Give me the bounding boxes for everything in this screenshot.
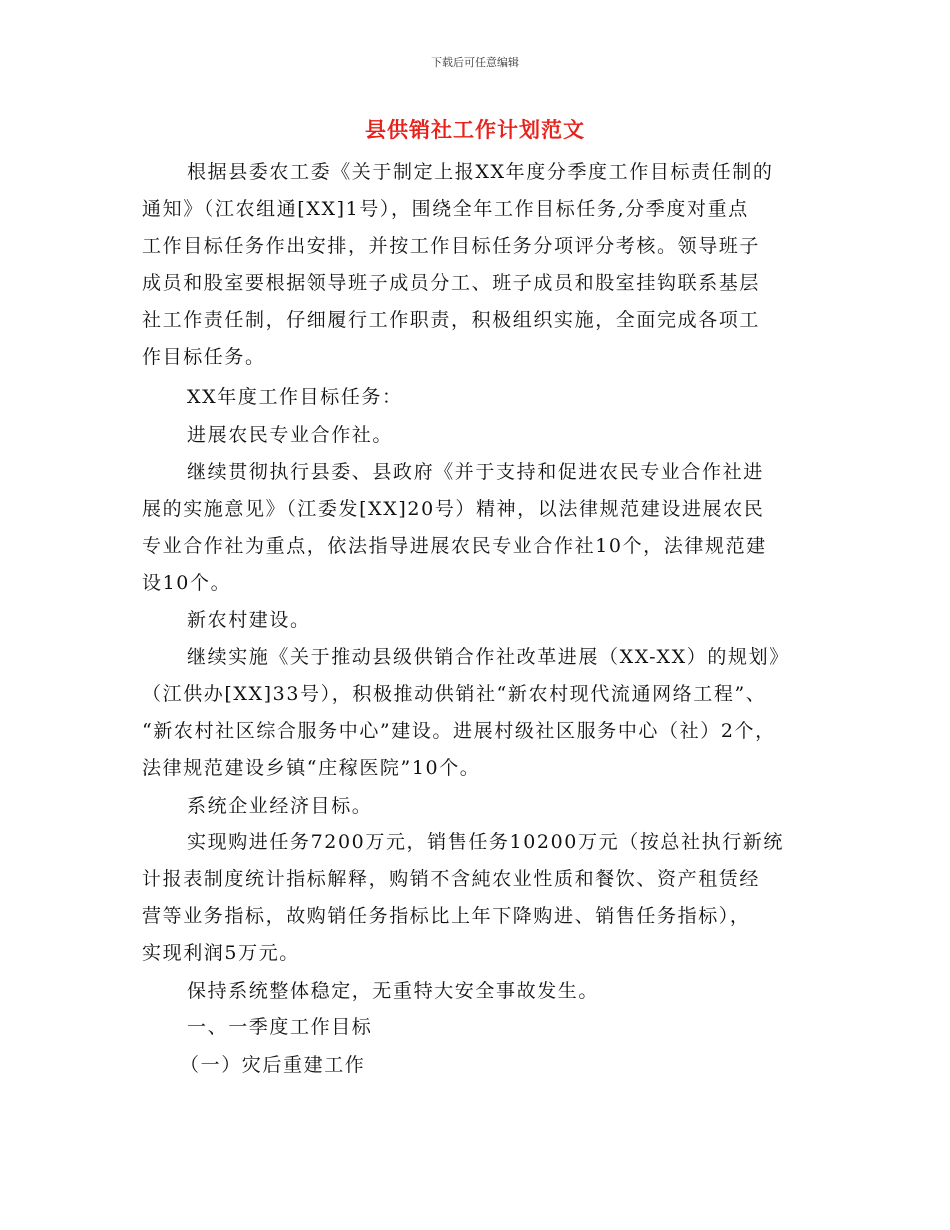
body-line: “新农村社区综合服务中心”建设。进展村级社区服务中心（社）2个， xyxy=(142,720,776,742)
body-line: 营等业务指标，故购销任务指标比上年下降购进、销售任务指标）， xyxy=(142,905,751,927)
body-line: 实现购进任务7200万元，销售任务10200万元（按总社执行新统 xyxy=(187,831,784,853)
body-line: 法律规范建设乡镇“庄稼医院”10个。 xyxy=(142,757,481,779)
body-line: 继续贯彻执行县委、县政府《并于支持和促进农民专业合作社进 xyxy=(187,461,764,483)
section-heading: 一、一季度工作目标 xyxy=(187,1016,373,1038)
body-line: 作目标任务。 xyxy=(142,346,266,368)
body-line: 新农村建设。 xyxy=(187,609,311,631)
body-line: 工作目标任务作出安排，并按工作目标任务分项评分考核。领导班子 xyxy=(142,235,761,257)
page-header-note: 下载后可任意编辑 xyxy=(431,56,519,69)
body-line: 系统企业经济目标。 xyxy=(187,795,373,817)
body-line: 实现利润5万元。 xyxy=(142,942,300,964)
body-line: 根据县委农工委《关于制定上报XX年度分季度工作目标责任制的 xyxy=(187,161,774,183)
body-line: 成员和股室要根据领导班子成员分工、班子成员和股室挂钩联系基层 xyxy=(142,272,761,294)
body-line: 继续实施《关于推动县级供销合作社改革进展（XX-XX）的规划》 xyxy=(187,646,790,668)
body-line: 社工作责任制，仔细履行工作职责，积极组织实施，全面完成各项工 xyxy=(142,309,761,331)
body-line: 进展农民专业合作社。 xyxy=(187,424,394,446)
body-line: 展的实施意见》（江委发[XX]20号）精神，以法律规范建设进展农民 xyxy=(142,498,765,520)
body-line: XX年度工作目标任务： xyxy=(187,386,403,408)
body-line: 专业合作社为重点，依法指导进展农民专业合作社10个，法律规范建 xyxy=(142,535,767,557)
body-line: 通知》（江农组通[XX]1号），围绕全年工作目标任务,分季度对重点 xyxy=(142,198,749,220)
body-line: 保持系统整体稳定，无重特大安全事故发生。 xyxy=(187,980,600,1002)
body-line: 设10个。 xyxy=(142,572,232,594)
subsection-heading: （一）灾后重建工作 xyxy=(180,1054,366,1076)
body-line: （江供办[XX]33号），积极推动供销社“新农村现代流通网络工程”、 xyxy=(142,683,767,705)
document-title: 县供销社工作计划范文 xyxy=(365,118,585,142)
body-line: 计报表制度统计指标解释，购销不含純农业性质和餐饮、资产租赁经 xyxy=(142,868,761,890)
